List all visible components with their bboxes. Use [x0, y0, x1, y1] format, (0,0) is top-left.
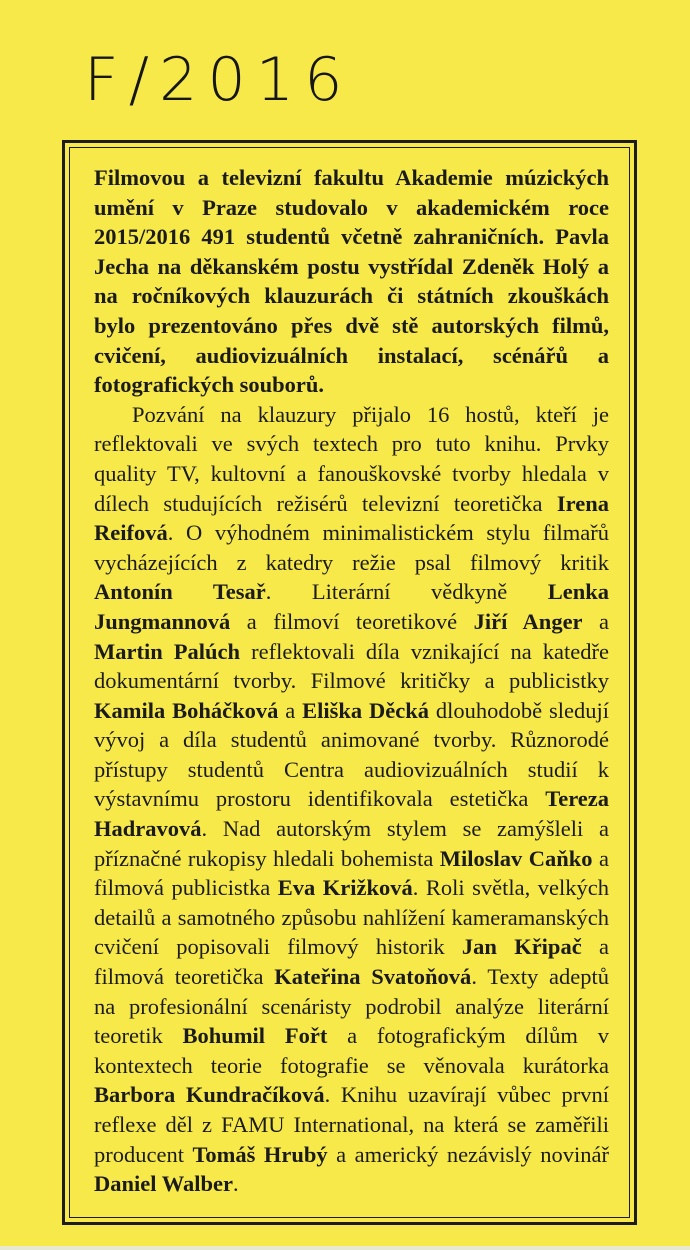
body-text: . Texty adeptů na profesionální scenáristy podrobil analýze literární teoretik	[94, 964, 609, 1049]
body-text: . O výhodném minimalistickém stylu filmařů vycházejících z katedry režie psal filmový kritik	[94, 520, 609, 575]
person-name: Antonín Tesař	[94, 579, 266, 605]
person-name: Martin Palúch	[94, 638, 241, 664]
body-text: dlouhodobě sledují vývoj a díla studentů animované tvorby. Různorodé přístupy studentů Centra audiovizuálních studií k výstavnímu prostoru identifikovala estetička	[94, 697, 609, 812]
body-text: . Knihu uzavírají vůbec první reflexe děl z FAMU International, na která se zaměřili producent	[94, 1082, 609, 1167]
body-text: a	[582, 608, 609, 634]
body-text: .	[232, 1171, 239, 1197]
body-text: . Literární vědkyně	[265, 579, 548, 605]
person-name: Kamila Boháčková	[94, 697, 279, 723]
paragraph	[94, 163, 609, 400]
page-title: F/2016	[84, 45, 353, 115]
person-name: Irena Reifová	[94, 490, 609, 546]
person-name: Eliška Děcká	[302, 697, 430, 723]
person-name: Jan Křipač	[461, 934, 582, 960]
body-text: a filmová publicistka	[94, 845, 609, 901]
book-page	[0, 45, 690, 1250]
body-text: Pozvání na klauzury přijalo 16 hostů, kteří je reflektovali ve svých textech pro tuto knihu. Prvky quality TV, kultovní a fanouškovské tvorby hledala v dílech studujících režisérů televizní teoretička	[94, 401, 609, 516]
scan-edge	[0, 1246, 690, 1250]
body-text: a filmová teoretička	[94, 934, 609, 990]
person-name: Bohumil Fořt	[182, 1023, 328, 1049]
person-name: Barbora Kundračíková	[94, 1082, 325, 1108]
body-text: a filmoví teoretikové	[230, 608, 474, 634]
person-name: Miloslav Caňko	[439, 845, 593, 871]
annotation-box-inner	[69, 147, 630, 1218]
person-name: Tomáš Hrubý	[192, 1141, 328, 1167]
body-text: a	[278, 697, 303, 723]
body-text: Filmovou a televizní fakultu Akademie múzických umění v Praze studovalo v akademickém roce 2015/2016 491 studentů včetně zahraničních. Pavla Jecha na děkanském postu vystřídal Zdeněk Holý a na ročníkových klauzurách či státních zkouškách bylo prezentováno přes dvě stě autorských filmů, cvičení, audiovizuálních instalací, scénářů a fotografických souborů.	[94, 165, 609, 398]
person-name: Kateřina Svatoňová	[274, 964, 472, 990]
person-name: Daniel Walber	[94, 1171, 233, 1197]
body-text: . Nad autorským stylem se zamýšleli a příznačné rukopisy hledali bohemista	[94, 816, 609, 871]
paragraph	[94, 400, 609, 1199]
body-text: . Roli světla, velkých detailů a samotného způsobu nahlížení kameramanských cvičení popisovali filmový historik	[94, 875, 610, 960]
body-text: reflektovali díla vznikající na katedře dokumentární tvorby. Filmové kritičky a publicistky	[94, 638, 609, 694]
annotation-box	[62, 140, 637, 1225]
body-text: a fotografickým dílům v kontextech teorie fotografie se věnovala kurátorka	[94, 1023, 609, 1078]
body-text: a americký nezávislý novinář	[327, 1141, 610, 1167]
person-name: Lenka Jungmannová	[94, 579, 609, 634]
synopsis-text	[94, 163, 609, 1199]
person-name: Jiří Anger	[473, 608, 583, 634]
person-name: Eva Križková	[277, 875, 413, 901]
person-name: Tereza Hadravová	[94, 786, 609, 842]
